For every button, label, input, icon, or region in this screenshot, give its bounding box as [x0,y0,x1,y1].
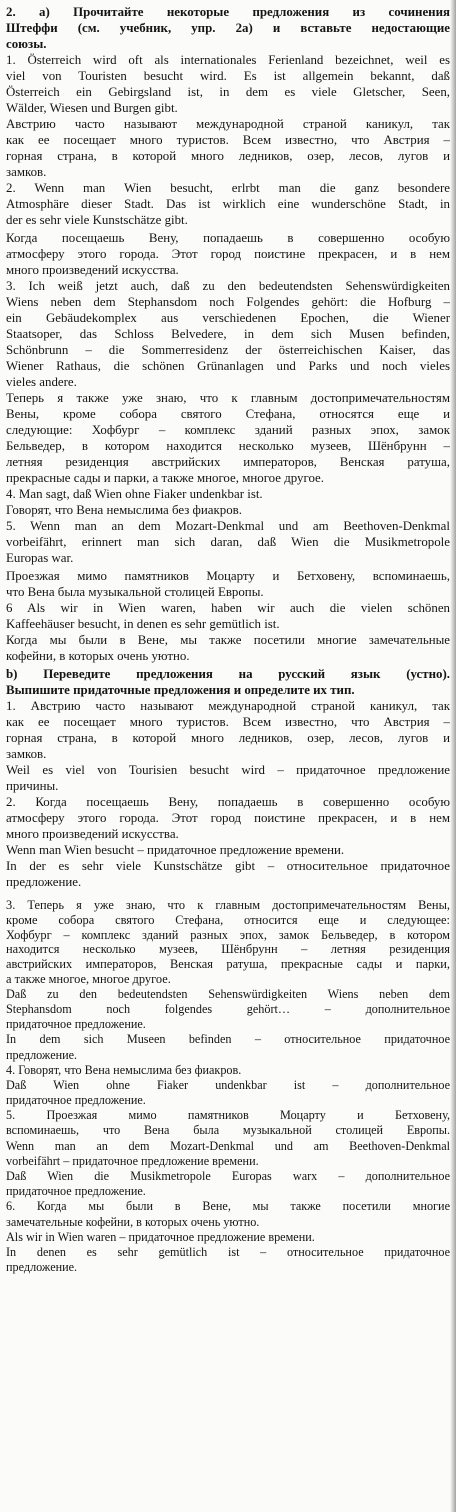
paragraph-2-russian [6,230,450,278]
text-line: 3. Ich weiß jetzt auch, daß zu den bedeutendsten Sehenswürdigkeiten [6,279,450,293]
answer-4 [6,1063,450,1109]
text-line: 1. Австрию часто называют международной страной каникул, так [6,699,450,713]
text-line: vorbeifährt, erinnert man sich daran, daß Wien die Musikmetropole [6,535,450,549]
text-line: Daß zu den bedeutendsten Sehenswürdigkeiten Wiens neben dem [6,986,450,1001]
answer-3 [6,898,450,1063]
text-line: Als wir in Wien waren – придаточное предложение времени. [6,1229,315,1244]
text-line: Weil es viel von Tourisien besucht wird – придаточное предложение [6,763,450,777]
task-b-header [6,666,450,698]
text-line: 6. Когда мы были в Вене, мы также посетили многие [6,1199,450,1214]
text-line: vieles andere. [6,375,77,389]
answer-1 [6,698,450,794]
text-line: Вены, кроме собора святого Стефана, относятся еще и [6,407,450,421]
text-line: летняя резиденция австрийских императоров, Венская ратуша, [6,455,450,469]
header-line: союзы. [6,37,47,51]
text-line: кроме собора святого Стефана, относится еще и следующее: [6,912,450,927]
text-line: Österreich ein Gebirgsland ist, in dem es viele Gletscher, Seen, [6,85,450,99]
answer-5 [6,1108,450,1199]
text-line: атмосферу этого города. Этот город поистине прекрасен, и в нем [6,811,450,825]
paragraph-5-russian [6,568,450,600]
text-line: замечательные кофейни, в которых очень уютно. [6,1214,260,1229]
paragraph-6-russian [6,632,450,664]
text-line: предложение. [6,875,82,889]
text-line: Wenn man an dem Mozart-Denkmal und am Beethoven-Denkmal [6,1138,450,1153]
text-line: Kaffeehäuser besucht, in denen es sehr gemütlich ist. [6,617,280,631]
text-line: как ее посещает много туристов. Всем известно, что Австрия – [6,133,450,147]
paragraph-3-russian [6,390,450,486]
page-edge-shadow [450,0,456,1512]
text-line: замков. [6,165,47,179]
text-line: Проезжая мимо памятников Моцарту и Бетховену, вспоминаешь, [6,569,450,583]
paragraph-4 [6,486,450,518]
text-line: как ее посещает много туристов. Всем известно, что Австрия – [6,715,450,729]
text-line: Когда посещаешь Вену, попадаешь в совершенно особую [6,231,450,245]
text-line: горная страна, в которой много ледников, озер, лесов, лугов и [6,149,450,163]
text-line: Хофбург – комплекс зданий разных эпох, замок Бельведер, в котором [6,927,450,942]
text-line: Daß Wien die Musikmetropole Europas warx – дополнительное [6,1169,450,1184]
text-line: прекрасные сады и парки, а также многое, многое другое. [6,471,324,485]
text-line: Теперь я также уже знаю, что к главным достопримечательностям [6,391,450,405]
text-line: причины. [6,779,59,793]
text-line: In der es sehr viele Kunstschätze gibt – относительное придаточное [6,859,450,873]
text-line: предложение. [6,1260,78,1275]
text-line: 5. Проезжая мимо памятников Моцарту и Бетховену, [6,1108,450,1123]
task-a-header [6,4,450,52]
paragraph-3-german [6,278,450,390]
text-line: 2. Когда посещаешь Вену, попадаешь в совершенно особую [6,795,450,809]
text-line: 1. Österreich wird oft als internationales Ferienland bezeichnet, weil es [6,53,450,67]
text-line: атмосферу этого города. Этот город поистине прекрасен, и в нем [6,247,450,261]
text-line: 5. Wenn man an dem Mozart-Denkmal und am Beethoven-Denkmal [6,519,450,533]
text-line: ein Gebäudekomplex aus verschiedenen Epochen, die Wiener [6,311,450,325]
paragraph-6-german [6,600,450,632]
text-line: Europas war. [6,551,74,565]
text-line: Бельведер, в котором находится несколько музеев, Шёнбрунн – [6,439,450,453]
text-line: горная страна, в которой много ледников, озер, лесов, лугов и [6,731,450,745]
answer-2 [6,794,450,890]
header-line: b) Переведите предложения на русский язык (устно). [6,667,450,681]
text-line: что Вена была музыкальной столицей Европы. [6,585,264,599]
text-line: следующие: Хофбург – комплекс зданий разных эпох, замок [6,423,450,437]
text-line: Wiens neben dem Stephansdom noch Folgendes gehört: die Hofburg – [6,295,450,309]
text-line: кофейни, в которых очень уютно. [6,649,190,663]
text-line: Австрию часто называют международной страной каникул, так [6,117,450,131]
text-line: In denen es sehr gemütlich ist – относительное придаточное [6,1244,450,1259]
text-line: vorbeifährt – придаточное предложение времени. [6,1153,259,1168]
answer-6 [6,1199,450,1275]
header-line: 2. а) Прочитайте некоторые предложения из сочинения [6,5,450,19]
text-line: viel von Touristen besucht wird. Es ist allgemein bekannt, daß [6,69,450,83]
text-line: Wiener Rathaus, die schönen Grünanlagen und Parks und noch vieles [6,359,450,373]
text-line: Staatsoper, das Schloss Belvedere, in dem sich Musen befinden, [6,327,450,341]
text-line: 6 Als wir in Wien waren, haben wir auch die vielen schönen [6,601,450,615]
text-line: 4. Говорят, что Вена немыслима без фиакров. [6,1062,242,1077]
text-line: Daß Wien ohne Fiaker undenkbar ist – дополнительное [6,1077,450,1092]
paragraph-2-german [6,180,450,228]
text-line: много произведений искусства. [6,827,179,841]
text-line: вспоминаешь, что Вена была музыкальной столицей Европы. [6,1123,450,1138]
text-line: In dem sich Museen befinden – относительное придаточное [6,1032,450,1047]
text-line: 4. Man sagt, daß Wien ohne Fiaker undenkbar ist. [6,487,263,501]
header-line: Выпишите придаточные предложения и определите их тип. [6,683,355,697]
text-line: замков. [6,747,47,761]
paragraph-1-german [6,52,450,116]
text-line: а также многое, многое другое. [6,971,171,986]
text-line: много произведений искусства. [6,263,179,277]
header-line: Штеффи (см. учебник, упр. 2а) и вставьте недостающие [6,21,450,35]
text-line: придаточное предложение. [6,1093,146,1108]
paragraph-5-german [6,518,450,566]
paragraph-1-russian [6,116,450,180]
text-line: придаточное предложение. [6,1017,146,1032]
text-line: 3. Теперь я уже знаю, что к главным достопримечательностям Вены, [6,898,450,912]
text-line: находится несколько музеев, Шёнбрунн – летняя резиденция [6,942,450,957]
text-line: придаточное предложение. [6,1184,146,1199]
text-line: Wälder, Wiesen und Burgen gibt. [6,101,178,115]
text-line: австрийских императоров, Венская ратуша, прекрасные сады и парки, [6,957,450,972]
text-line: 2. Wenn man Wien besucht, erlrbt man die ganz besondere [6,181,450,195]
text-line: Schönbrunn – die Sommerresidenz der österreichischen Kaiser, das [6,343,450,357]
text-line: Когда мы были в Вене, мы также посетили многие замечательные [6,633,450,647]
text-line: Stephansdom noch folgendes gehört… – дополнительное [6,1001,450,1016]
text-line: предложение. [6,1047,78,1062]
text-line: Говорят, что Вена немыслима без фиакров. [6,503,242,517]
text-line: Wenn man Wien besucht – придаточное предложение времени. [6,843,345,857]
text-line: der es sehr viele Kunstschätze gibt. [6,213,188,227]
text-line: Atmosphäre dieser Stadt. Das ist wirklich eine wunderschöne Stadt, in [6,197,450,211]
